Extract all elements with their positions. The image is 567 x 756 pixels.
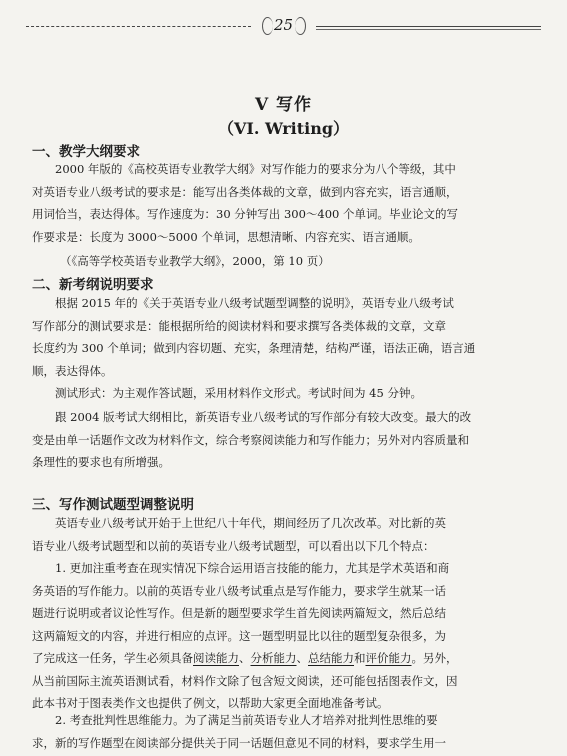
text-line: 用词恰当，表达得体。写作速度为：30 分钟写出 300～400 个单词。毕业论文的写 xyxy=(32,207,458,221)
chapter-subtitle: （VI. Writing） xyxy=(217,119,350,138)
page-header xyxy=(26,14,541,36)
text-line-underlined xyxy=(32,647,537,670)
text-line: 求，新的写作题型在阅读部分提供关于同一话题但意见不同的材料，要求学生用一 xyxy=(32,735,446,750)
text-line: 根据 2015 年的《关于英语专业八级考试题型调整的说明》，英语专业八级考试 xyxy=(55,296,454,310)
underlined-term-summary: 总结能力 xyxy=(308,651,354,665)
text-line: 从当前国际主流英语测试看，材料作文除了包含短文阅读，还可能包括图表作文，因 xyxy=(32,673,458,688)
underlined-term-analysis: 分析能力 xyxy=(250,651,297,665)
section-1-paragraph xyxy=(32,158,537,248)
underlined-term-evaluation: 评价能力 xyxy=(365,651,412,665)
text-fragment: 、 xyxy=(239,651,251,665)
text-line: 题进行说明或者议论性写作。但是新的题型要求学生首先阅读两篇短文，然后总结 xyxy=(32,606,446,620)
text-line: 务英语的写作能力。以前的英语专业八级考试重点是写作能力，要求学生就某一话 xyxy=(32,583,446,598)
text-line: 2. 考查批判性思维能力。为了满足当前英语专业人才培养对批判性思维的要 xyxy=(55,713,438,727)
section-2-paragraph-2: 测试形式：为主观作答试题，采用材料作文形式。考试时间为 45 分钟。 xyxy=(55,386,422,400)
text-line: 这两篇短文的内容，并进行相应的点评。这一题型明显比以往的题型复杂很多，为 xyxy=(32,628,446,643)
text-fragment: 。另外， xyxy=(411,651,458,665)
text-fragment: 了完成这一任务，学生必须具备 xyxy=(32,651,193,665)
section-3-paragraph-3 xyxy=(32,709,537,754)
text-fragment: 和 xyxy=(354,651,366,665)
text-line: 变是由单一话题作文改为材料作文，综合考察阅读能力和写作能力；另外对内容质量和 xyxy=(32,432,469,447)
section-3-paragraph-2 xyxy=(32,557,537,715)
text-line: 语专业八级考试题型和以前的英语专业八级考试题型，可以看出以下几个特点： xyxy=(32,538,435,553)
section-heading-3: 三、写作测试题型调整说明 xyxy=(32,497,194,513)
text-line: 条理性的要求也有所增强。 xyxy=(32,455,170,469)
text-line: 作要求是：长度为 3000～5000 个单词，思想清晰、内容充实、语言通顺。 xyxy=(32,229,420,244)
underlined-term-reading: 阅读能力 xyxy=(193,651,239,665)
text-line: 1. 更加注重考查在现实情况下综合运用语言技能的能力，尤其是学术英语和商 xyxy=(55,561,450,575)
header-rule-right-thin xyxy=(316,29,541,30)
header-rule-right xyxy=(316,26,541,27)
section-heading-1: 一、教学大纲要求 xyxy=(32,144,140,160)
text-line: 此本书对于图表类作文也提供了例文，以帮助大家更全面地准备考试。 xyxy=(32,696,389,710)
section-heading-2: 二、新考纲说明要求 xyxy=(32,277,154,293)
text-line: 跟 2004 版考试大纲相比，新英语专业八级考试的写作部分有较大改变。最大的改 xyxy=(55,410,472,424)
section-3-paragraph-1 xyxy=(32,512,537,557)
section-2-paragraph-1 xyxy=(32,292,537,382)
text-line: 2000 年版的《高校英语专业教学大纲》对写作能力的要求分为八个等级，其中 xyxy=(55,162,456,176)
text-line: 长度约为 300 个单词；做到内容切题、充实，条理清楚，结构严谨，语法正确，语言通 xyxy=(32,341,476,355)
text-line: 对英语专业八级考试的要求是：能写出各类体裁的文章，做到内容充实，语言通顺， xyxy=(32,184,458,199)
text-line: 英语专业八级考试开始于上世纪八十年代，期间经历了几次改革。对比新的英 xyxy=(55,516,446,530)
header-rule-left xyxy=(26,26,251,27)
text-fragment: 、 xyxy=(296,651,308,665)
citation: （《高等学校英语专业教学大纲》，2000，第 10 页） xyxy=(60,254,330,268)
section-2-paragraph-3 xyxy=(32,406,537,474)
page-number: 25 xyxy=(262,14,306,36)
text-line: 顺，表达得体。 xyxy=(32,363,113,378)
text-line: 写作部分的测试要求是：能根据所给的阅读材料和要求撰写各类体裁的文章，文章 xyxy=(32,318,446,333)
chapter-title: V 写作 xyxy=(254,95,313,115)
